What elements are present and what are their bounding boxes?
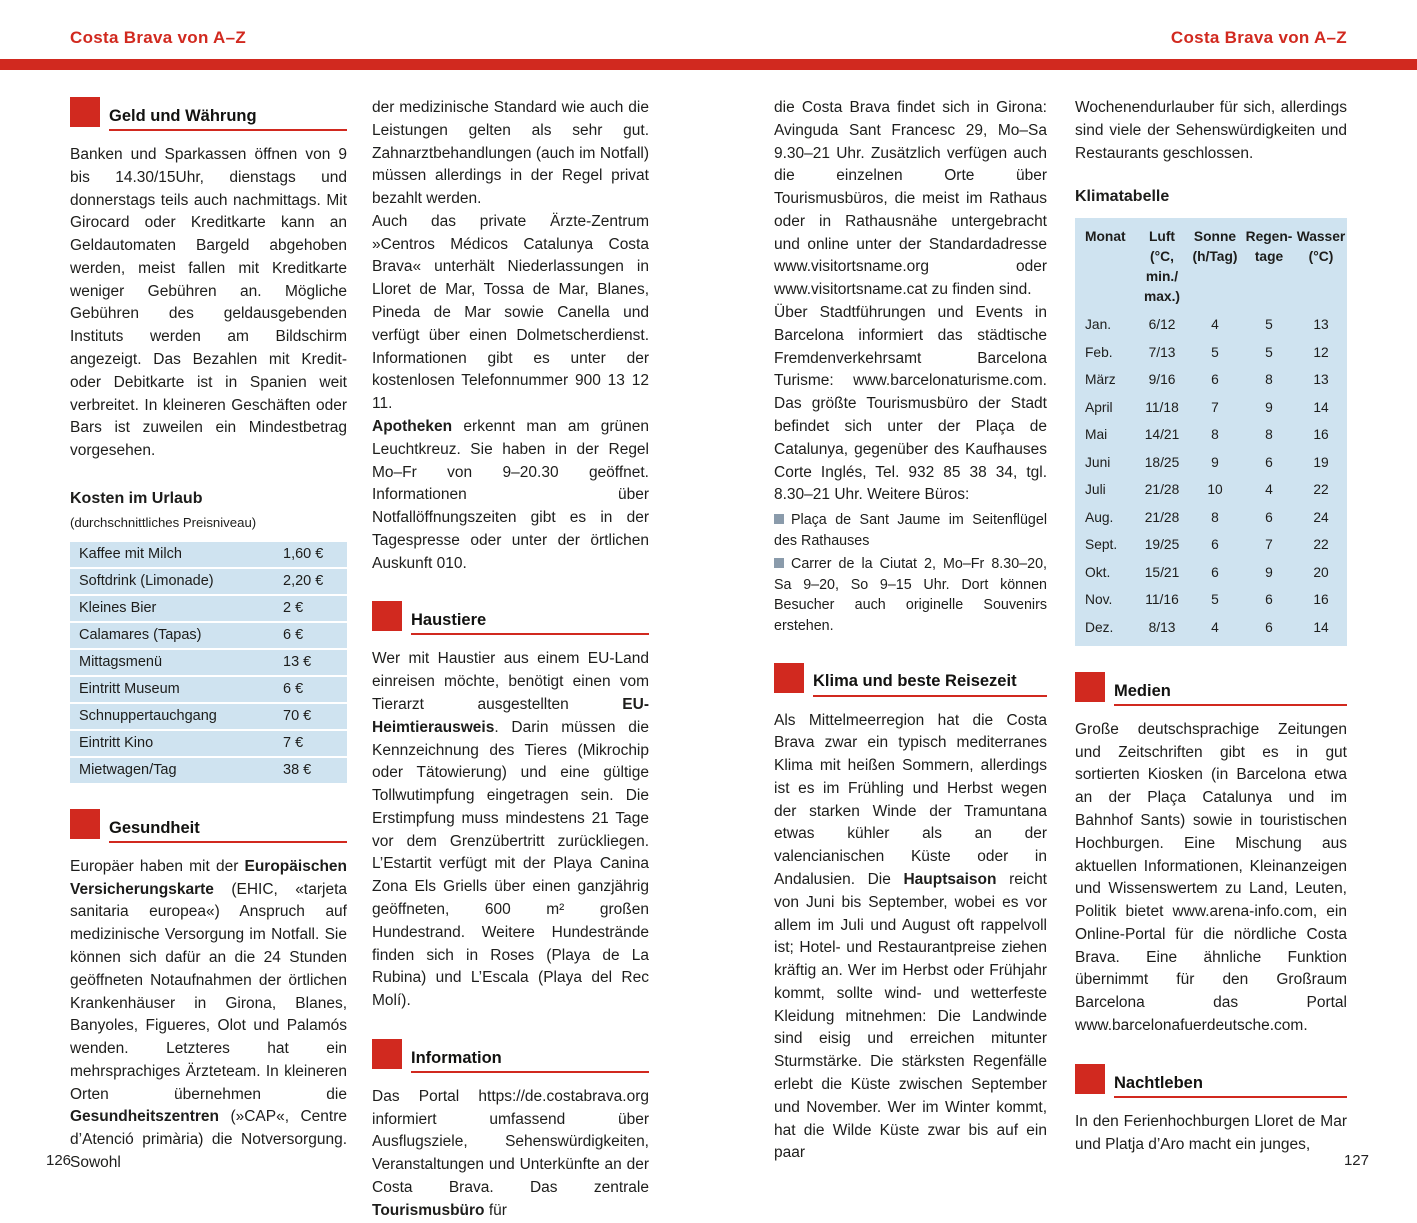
bullet-text: Plaça de Sant Jaume im Seitenflügel des Rathauses bbox=[774, 512, 1047, 549]
climate-value: 14 bbox=[1313, 619, 1329, 635]
section-haustiere-heading bbox=[372, 601, 649, 635]
price-row bbox=[70, 677, 347, 702]
price-row bbox=[70, 596, 347, 621]
section-title-klima: Klima und beste Reisezeit bbox=[813, 663, 1047, 697]
running-head-left: Costa Brava von A–Z bbox=[70, 28, 247, 47]
climate-row bbox=[1075, 559, 1347, 587]
climate-value: 6 bbox=[1211, 372, 1219, 388]
price-table bbox=[70, 542, 347, 783]
climate-month: Jan. bbox=[1085, 317, 1112, 333]
bureau-bullet bbox=[774, 510, 1047, 551]
price-item-label: Calamares (Tapas) bbox=[79, 626, 202, 643]
climate-value: 14 bbox=[1313, 399, 1329, 415]
section-gesundheit-heading bbox=[70, 809, 347, 843]
climate-value: 6/12 bbox=[1148, 317, 1176, 333]
climate-value: 22 bbox=[1313, 537, 1329, 553]
climate-value: 15/21 bbox=[1144, 564, 1180, 580]
paragraph-aerzte-zentrum: Auch das private Ärzte-Zentrum »Centros Médicos Catalunya Costa Brava« unterhält Niederlassungen in Lloret de Mar, Tossa de Mar, Blanes, Pineda de Mar sowie Canella und verfügt über einen Dolmetscherdienst. Informationen gibt es unter der kostenlosen Telefonnummer 900 13 12 11. bbox=[372, 212, 649, 413]
climate-month: Sept. bbox=[1085, 537, 1118, 553]
column-4 bbox=[1075, 97, 1347, 1156]
climate-value: 9/16 bbox=[1148, 372, 1176, 388]
climate-value: 5 bbox=[1211, 592, 1219, 608]
section-marker-icon bbox=[372, 601, 402, 631]
climate-value: 21/28 bbox=[1144, 482, 1180, 498]
bureau-bullet bbox=[774, 554, 1047, 636]
climate-row bbox=[1075, 504, 1347, 532]
climate-value: 10 bbox=[1207, 482, 1223, 498]
climate-header-luft: Luft (°C, min./ max.) bbox=[1143, 228, 1181, 304]
section-marker-icon bbox=[774, 663, 804, 693]
bullet-square-icon bbox=[774, 514, 784, 524]
section-medien-heading bbox=[1075, 672, 1347, 706]
price-row bbox=[70, 623, 347, 648]
section-title-gesundheit: Gesundheit bbox=[109, 809, 347, 843]
column-1 bbox=[70, 97, 347, 1175]
climate-month: Juli bbox=[1085, 482, 1106, 498]
price-row bbox=[70, 650, 347, 675]
climate-value: 7 bbox=[1211, 399, 1219, 415]
climate-header-regentage: Regen- tage bbox=[1245, 228, 1293, 264]
price-item-label: Schnuppertauchgang bbox=[79, 707, 217, 724]
kosten-subhead: Kosten im Urlaub bbox=[70, 489, 203, 507]
price-item-label: Kaffee mit Milch bbox=[79, 545, 182, 562]
section-marker-icon bbox=[372, 1039, 402, 1069]
climate-month: April bbox=[1085, 399, 1113, 415]
climate-value: 6 bbox=[1211, 564, 1219, 580]
section-klima-heading bbox=[774, 663, 1047, 697]
climate-value: 5 bbox=[1211, 344, 1219, 360]
climate-value: 8 bbox=[1211, 509, 1219, 525]
climate-table-body bbox=[1075, 312, 1347, 642]
climate-value: 24 bbox=[1313, 509, 1329, 525]
climate-row bbox=[1075, 312, 1347, 340]
climate-row bbox=[1075, 449, 1347, 477]
paragraph-information: Das Portal https://de.costabrava.org informiert umfassend über Ausflugsziele, Sehenswürdigkeiten, Veranstaltungen und Unterkünfte an der Costa Brava. Das zentrale Tourismusbüro für bbox=[372, 1087, 649, 1219]
climate-value: 6 bbox=[1265, 454, 1273, 470]
climate-value: 12 bbox=[1313, 344, 1329, 360]
paragraph-nachtleben: In den Ferienhochburgen Lloret de Mar und Platja d’Aro macht ein junges, bbox=[1075, 1112, 1347, 1153]
price-item-value: 7 € bbox=[283, 734, 304, 751]
climate-value: 13 bbox=[1313, 372, 1329, 388]
climate-row bbox=[1075, 614, 1347, 642]
paragraph-apotheken: Apotheken erkennt man am grünen Leuchtkreuz. Sie haben in der Regel Mo–Fr von 9–20.30 geöffnet. Informationen über Notfallöffnungszeiten gibt es in der Tagespresse oder unter der örtlichen Auskunft 010. bbox=[372, 417, 649, 572]
price-item-label: Mietwagen/Tag bbox=[79, 761, 177, 778]
climate-value: 14/21 bbox=[1144, 427, 1180, 443]
paragraph-haustiere: Wer mit Haustier aus einem EU-Land einreisen möchte, benötigt einen vom Tierarzt ausgestellten EU-Heimtierausweis. Darin müssen die Kennzeichnung des Tieres (Mikrochip oder Tätowierung) und eine gültige Tollwutimpfung eingetragen sein. Die Erstimpfung muss mindestens 21 Tage vor dem Grenzübertritt zurückliegen. L’Estartit verfügt mit der Playa Canina Zona Els Griells über einen ganzjährig geöffneten, 600 m² großen Hundestrand. Weitere Hundestrände finden sich in Roses (Playa de La Rubina) und L’Escala (Playa del Rec Molí). bbox=[372, 650, 649, 1010]
paragraph-medien: Große deutschsprachige Zeitungen und Zeitschriften gibt es in gut sortierten Kiosken (in Barcelona etwa an der Plaça Catalunya und im Bahnhof Sants) sowie in touristischen Hochburgen. Eine Mischung aus aktuellen Informationen, Kleinanzeigen und Wissenswertem zu Land, Leuten, Politik bietet www.arena-info.com, ein Online-Portal für die nördliche Costa Brava. Eine ähnliche Funktion übernimmt für den Großraum Barcelona das Portal www.barcelonafuerdeutsche.com. bbox=[1075, 720, 1347, 1035]
climate-value: 6 bbox=[1265, 509, 1273, 525]
section-geld-heading bbox=[70, 97, 347, 131]
climate-row bbox=[1075, 532, 1347, 560]
running-head-right: Costa Brava von A–Z bbox=[1170, 28, 1347, 47]
bureau-bullet-list bbox=[774, 510, 1047, 636]
climate-value: 18/25 bbox=[1144, 454, 1180, 470]
price-row bbox=[70, 569, 347, 594]
climate-table-header bbox=[1075, 218, 1347, 312]
price-item-label: Eintritt Kino bbox=[79, 734, 154, 751]
climate-value: 19 bbox=[1313, 454, 1329, 470]
price-item-label: Softdrink (Limonade) bbox=[79, 572, 214, 589]
section-information-heading bbox=[372, 1039, 649, 1073]
climate-value: 4 bbox=[1211, 619, 1219, 635]
climate-value: 9 bbox=[1265, 399, 1273, 415]
climate-value: 8/13 bbox=[1148, 619, 1176, 635]
climate-value: 16 bbox=[1313, 427, 1329, 443]
section-nachtleben-heading bbox=[1075, 1064, 1347, 1098]
climate-header-sonne: Sonne (h/Tag) bbox=[1192, 228, 1238, 264]
climate-value: 21/28 bbox=[1144, 509, 1180, 525]
climate-month: Feb. bbox=[1085, 344, 1113, 360]
climate-value: 19/25 bbox=[1144, 537, 1180, 553]
climate-value: 7 bbox=[1265, 537, 1273, 553]
price-item-value: 70 € bbox=[283, 707, 312, 724]
climate-value: 11/16 bbox=[1145, 592, 1179, 608]
klimatabelle-subhead: Klimatabelle bbox=[1075, 188, 1170, 206]
section-marker-icon bbox=[1075, 672, 1105, 702]
climate-table bbox=[1075, 218, 1347, 646]
bullet-text: Carrer de la Ciutat 2, Mo–Fr 8.30–20, Sa 9–20, So 9–15 Uhr. Dort können Besucher auch originelle Souvenirs erstehen. bbox=[774, 556, 1047, 634]
column-3 bbox=[774, 97, 1047, 1165]
climate-value: 8 bbox=[1265, 372, 1273, 388]
paragraph-banken: Banken und Sparkassen öffnen von 9 bis 14.30/15Uhr, dienstags und donnerstags teils auch nachmittags. Mit Girocard oder Kreditkarte kann an Geldautomaten Bargeld abgehoben werden, meist fallen mit Kreditkarte weniger Gebühren an. Mögliche Gebühren des geldausgebenden Instituts werden am Bildschirm angezeigt. Das Bezahlen mit Kredit- oder Debitkarte ist in Spanien weit verbreitet. In kleineren Geschäften oder Bars ist zuweilen ein Mindestbetrag vorgesehen. bbox=[70, 146, 347, 460]
climate-value: 9 bbox=[1211, 454, 1219, 470]
climate-value: 11/18 bbox=[1145, 399, 1179, 415]
bullet-square-icon bbox=[774, 558, 784, 568]
climate-value: 20 bbox=[1313, 564, 1329, 580]
paragraph-klima: Als Mittelmeerregion hat die Costa Brava zwar ein typisch mediterranes Klima mit heißen Sommern, allerdings ist es im Frühling und Herbst wegen der starken Winde der Tramuntana etwas kühler als an der valencianischen Küste oder in Andalusien. Die Hauptsaison reicht von Juni bis September, wobei es vor allem im Juli und August oft rappelvoll ist; Hotel- und Restaurantpreise ziehen kräftig an. Wer im Herbst oder Frühjahr kommt, sollte wind- und wetterfeste Kleidung mitnehmen: Die Landwinde sind eisig und erreichen mitunter Sturmstärke. Die stärksten Regenfälle erlebt die Küste zwischen September und November. Wer im Winter kommt, hat die Wilde Küste zwar bis auf ein paar bbox=[774, 711, 1047, 1162]
price-row bbox=[70, 704, 347, 729]
price-item-value: 2,20 € bbox=[283, 572, 324, 589]
climate-month: Okt. bbox=[1085, 564, 1111, 580]
price-item-value: 13 € bbox=[283, 653, 312, 670]
section-title-information: Information bbox=[411, 1039, 649, 1073]
climate-value: 6 bbox=[1211, 537, 1219, 553]
climate-row bbox=[1075, 394, 1347, 422]
header-rule bbox=[0, 59, 1417, 70]
page-number-left: 126 bbox=[46, 1152, 72, 1169]
section-marker-icon bbox=[70, 97, 100, 127]
section-title-haustiere: Haustiere bbox=[411, 601, 649, 635]
paragraph-barcelona-turisme: Über Stadtführungen und Events in Barcelona informiert das städtische Fremdenverkehrsamt Barcelona Turisme: www.barcelonaturisme.com. Das größte Tourismusbüro der Stadt befindet sich unter der Plaça de Catalunya, gegenüber des Kaufhauses Corte Inglés, Tel. 932 85 38 34, tgl. 8.30–21 Uhr. Weitere Büros: bbox=[774, 304, 1047, 504]
paragraph-wochenendurlauber: Wochenendurlauber für sich, allerdings sind viele der Sehenswürdigkeiten und Restaurants geschlossen. bbox=[1075, 99, 1347, 162]
paragraph-gesundheit: Europäer haben mit der Europäischen Versicherungskarte (EHIC, «tarjeta sanitaria europea«) Anspruch auf medizinische Versorgung im Notfall. Sie können sich dafür an die 24 Stunden geöffneten Notaufnahmen der örtlichen Krankenhäuser in Girona, Blanes, Banyoles, Figueres, Olot und Palamós wenden. Letzteres hat ein mehrsprachiges Ärzteteam. In kleineren Orten übernehmen die Gesundheitszentren (»CAP«, Centre d’Atenció primària) die Notversorgung. Sowohl bbox=[70, 857, 347, 1172]
price-item-value: 2 € bbox=[283, 599, 304, 616]
climate-month: Aug. bbox=[1085, 509, 1114, 525]
paragraph-tourismusbuero: die Costa Brava findet sich in Girona: Avinguda Sant Francesc 29, Mo–Sa 9.30–21 Uhr. Zusätzlich verfügen auch die einzelnen Orte über Tourismusbüros, die meist im Rathaus oder in Rathausnähe untergebracht und online unter der Standardadresse www.visitortsname.org oder www.visitortsname.cat zu finden sind. bbox=[774, 99, 1047, 299]
climate-value: 22 bbox=[1313, 482, 1329, 498]
climate-value: 9 bbox=[1265, 564, 1273, 580]
price-row bbox=[70, 731, 347, 756]
price-item-value: 6 € bbox=[283, 680, 304, 697]
climate-month: März bbox=[1085, 372, 1116, 388]
climate-value: 16 bbox=[1313, 592, 1329, 608]
climate-header-monat: Monat bbox=[1085, 228, 1126, 244]
climate-row bbox=[1075, 367, 1347, 395]
climate-value: 8 bbox=[1211, 427, 1219, 443]
climate-row bbox=[1075, 587, 1347, 615]
section-title-geld: Geld und Währung bbox=[109, 97, 347, 131]
climate-month: Nov. bbox=[1085, 592, 1113, 608]
climate-row bbox=[1075, 339, 1347, 367]
price-row bbox=[70, 758, 347, 783]
climate-value: 4 bbox=[1265, 482, 1273, 498]
climate-value: 7/13 bbox=[1148, 344, 1176, 360]
price-row bbox=[70, 542, 347, 567]
price-item-label: Mittagsmenü bbox=[79, 653, 163, 670]
section-marker-icon bbox=[1075, 1064, 1105, 1094]
climate-header-wasser: Wasser (°C) bbox=[1296, 228, 1346, 264]
climate-value: 13 bbox=[1313, 317, 1329, 333]
price-item-value: 38 € bbox=[283, 761, 312, 778]
section-marker-icon bbox=[70, 809, 100, 839]
price-item-value: 6 € bbox=[283, 626, 304, 643]
climate-month: Juni bbox=[1085, 454, 1111, 470]
section-title-medien: Medien bbox=[1114, 672, 1347, 706]
climate-month: Mai bbox=[1085, 427, 1108, 443]
section-title-nachtleben: Nachtleben bbox=[1114, 1064, 1347, 1098]
climate-row bbox=[1075, 422, 1347, 450]
price-item-value: 1,60 € bbox=[283, 545, 324, 562]
price-item-label: Kleines Bier bbox=[79, 599, 157, 616]
climate-month: Dez. bbox=[1085, 619, 1114, 635]
paragraph-medizinischer-standard: der medizinische Standard wie auch die Leistungen gelten als sehr gut. Zahnarztbehandlungen (auch im Notfall) müssen allerdings in der Regel privat bezahlt werden. bbox=[372, 99, 649, 208]
page-number-right: 127 bbox=[1343, 1152, 1369, 1169]
climate-value: 6 bbox=[1265, 619, 1273, 635]
price-item-label: Eintritt Museum bbox=[79, 680, 180, 697]
climate-value: 8 bbox=[1265, 427, 1273, 443]
column-2 bbox=[372, 97, 649, 1223]
climate-value: 6 bbox=[1265, 592, 1273, 608]
climate-value: 4 bbox=[1211, 317, 1219, 333]
climate-value: 5 bbox=[1265, 317, 1273, 333]
kosten-note: (durchschnittliches Preisniveau) bbox=[70, 515, 257, 531]
climate-row bbox=[1075, 477, 1347, 505]
climate-value: 5 bbox=[1265, 344, 1273, 360]
